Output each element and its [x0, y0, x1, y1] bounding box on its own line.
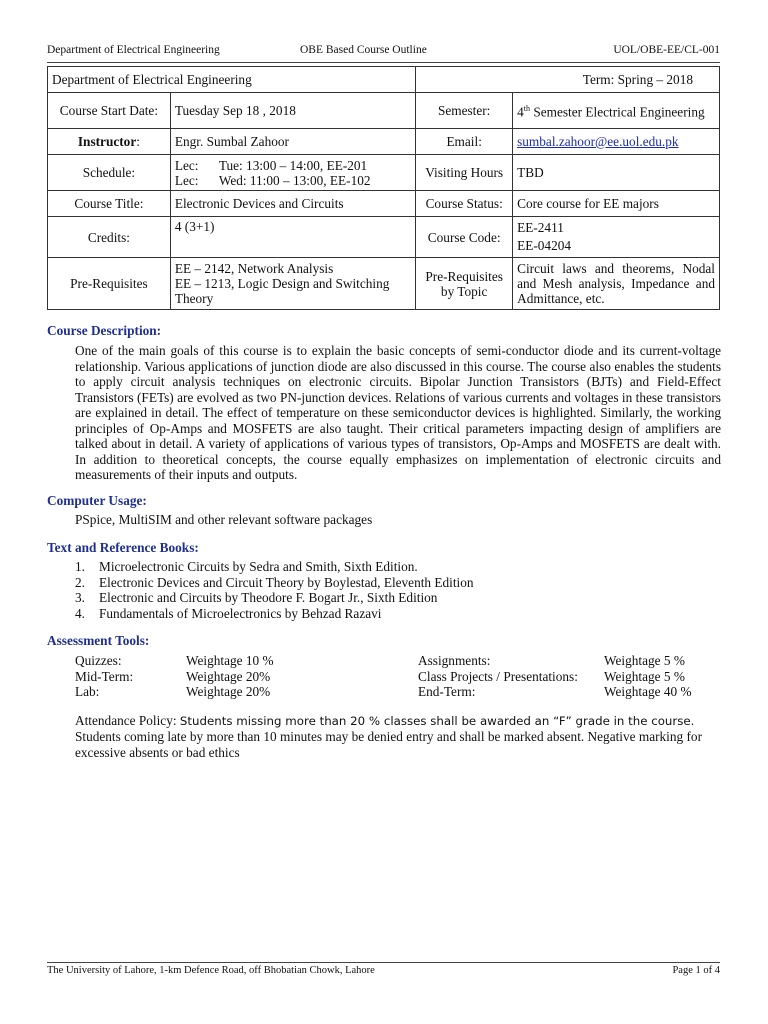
list-item: 1. Microelectronic Circuits by Sedra and Smith, Sixth Edition. — [75, 559, 418, 574]
instructor-value: Engr. Sumbal Zahoor — [170, 129, 415, 155]
computer-usage-heading: Computer Usage: — [47, 493, 147, 508]
assessment-table — [75, 653, 721, 700]
course-status-value: Core course for EE majors — [513, 191, 720, 217]
term-cell: Term: Spring – 2018 — [416, 67, 720, 93]
semester-label: Semester: — [416, 93, 513, 129]
department-cell: Department of Electrical Engineering — [48, 67, 416, 93]
header-doc-code: UOL/OBE-EE/CL-001 — [613, 44, 720, 56]
semester-value: 4th Semester Electrical Engineering — [513, 93, 720, 129]
assessment-row: Lab: Weightage 20% End-Term: Weightage 40 % — [75, 684, 692, 699]
assessment-row: Quizzes: Weightage 10 % Assignments: Weightage 5 % — [75, 653, 685, 668]
header-department: Department of Electrical Engineering — [47, 44, 220, 56]
prereq-topic-value: Circuit laws and theorems, Nodal and Mesh analysis, Impedance and Admittance, etc. — [513, 258, 720, 310]
visiting-hours-label: Visiting Hours — [416, 155, 513, 191]
course-title-label: Course Title: — [48, 191, 171, 217]
credits-label: Credits: — [48, 217, 171, 258]
start-date-label: Course Start Date: — [48, 93, 171, 129]
header-doc-type: OBE Based Course Outline — [300, 44, 427, 56]
prereq-topic-label: Pre-Requisites by Topic — [416, 258, 513, 310]
schedule-value — [170, 155, 415, 191]
attendance-policy: Attendance Policy: Students missing more than 20 % classes shall be awarded an “F” grade in the course. Students coming late by more than 10 minutes may be denied entry and shall be marked absent. Negative marking for excessive absents or bad ethics — [75, 713, 702, 760]
page-footer — [47, 962, 720, 976]
course-title-value: Electronic Devices and Circuits — [170, 191, 415, 217]
instructor-label: Instructor: — [48, 129, 171, 155]
footer-address: The University of Lahore, 1-km Defence Road, off Bhobatian Chowk, Lahore — [47, 965, 375, 976]
page-number: Page 1 of 4 — [672, 965, 720, 976]
page-header — [47, 44, 720, 63]
assessment-heading: Assessment Tools: — [47, 633, 150, 648]
books-list — [75, 559, 474, 621]
prerequisites-value: EE – 2142, Network Analysis EE – 1213, Logic Design and Switching Theory — [170, 258, 415, 310]
assessment-row: Mid-Term: Weightage 20% Class Projects / Presentations: Weightage 5 % — [75, 668, 685, 684]
list-item: 2. Electronic Devices and Circuit Theory by Boylestad, Eleventh Edition — [75, 574, 474, 590]
start-date-value: Tuesday Sep 18 , 2018 — [170, 93, 415, 129]
course-info-table — [47, 66, 720, 310]
email-cell — [513, 129, 720, 155]
course-description-heading: Course Description: — [47, 323, 162, 338]
course-status-label: Course Status: — [416, 191, 513, 217]
email-link[interactable]: sumbal.zahoor@ee.uol.edu.pk — [517, 134, 679, 149]
credits-value: 4 (3+1) — [170, 217, 415, 258]
visiting-hours-value: TBD — [513, 155, 720, 191]
course-code-value: EE-2411 EE-04204 — [513, 217, 720, 258]
schedule-line: Lec: Wed: 11:00 – 13:00, EE-102 — [174, 172, 371, 188]
list-item: 3. Electronic and Circuits by Theodore F. Bogart Jr., Sixth Edition — [75, 590, 438, 605]
course-description-text: One of the main goals of this course is to explain the basic concepts of semi-conductor diode and its current-voltage relationship. Various applications of junction diode are also discussed in this course. The course also enables the students to apply circuit analysis techniques on electronic circuits. Bipolar Junction Transistors (BJTs) and Field-Effect Transistors (FETs) are evolved as two PN-junction devices. Relations of various currents and voltages in these transistors are explained in detail. The effect of temperature on these semiconductor devices is highlighted. Similarly, the working principles of Op-Amps and MOSFETS are also taught. Their critical parameters impacting design of amplifiers are talked about in detail. A variety of applications of various types of transistors, Op-Amps and MOSFETS are dealt with. In addition to theoretical concepts, the course equally emphasizes on implementation of electronic circuits and measurements of their inputs and outputs. — [75, 343, 721, 482]
computer-usage-text: PSpice, MultiSIM and other relevant software packages — [75, 512, 373, 527]
email-label: Email: — [416, 129, 513, 155]
schedule-label: Schedule: — [48, 155, 171, 191]
books-heading: Text and Reference Books: — [47, 540, 199, 555]
prerequisites-label: Pre-Requisites — [48, 258, 171, 310]
course-code-label: Course Code: — [416, 217, 513, 258]
schedule-line: Lec: Tue: 13:00 – 14:00, EE-201 — [174, 157, 368, 173]
list-item: 4. Fundamentals of Microelectronics by Behzad Razavi — [75, 605, 382, 621]
